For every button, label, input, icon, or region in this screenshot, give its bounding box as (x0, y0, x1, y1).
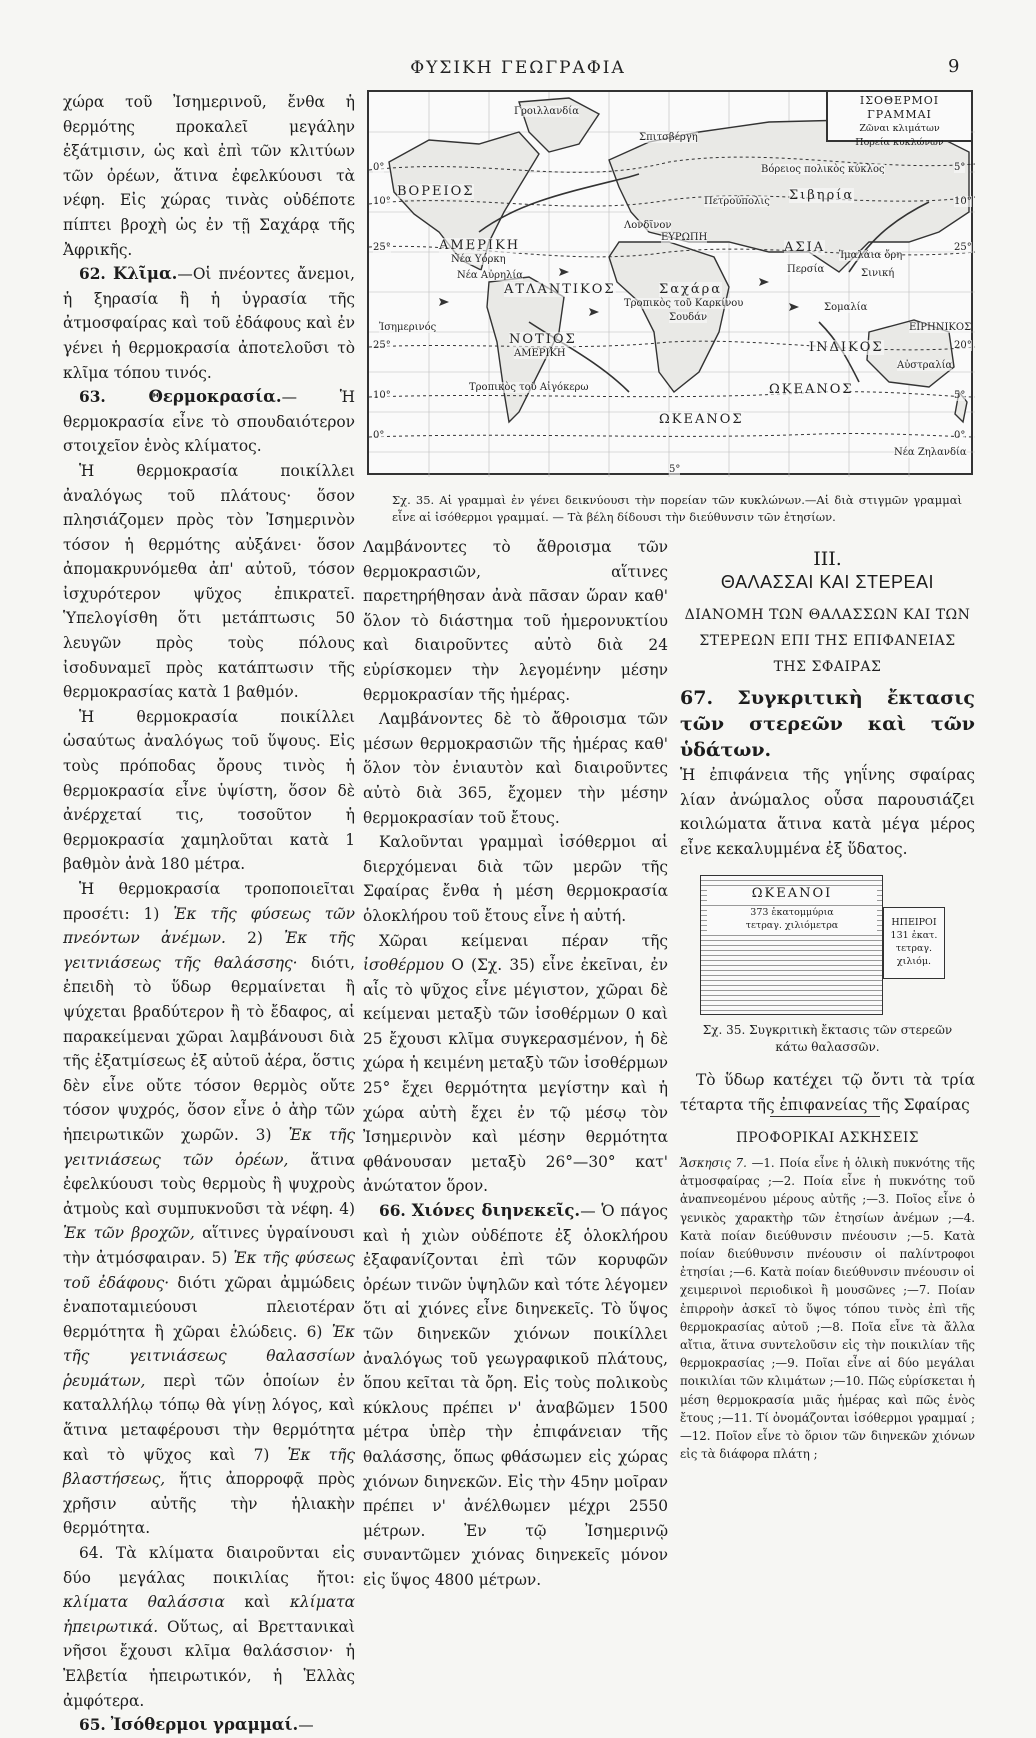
italic-run: Ἐκ τῆς γειτνιάσεως τῆς θαλάσσης· (63, 929, 355, 972)
section-heading (680, 685, 975, 763)
isotherm-label: 5° (669, 464, 681, 475)
section-text: — Ἡ θερμοκρασία εἶνε τὸ σπουδαιότερον στοιχεῖον ἑνὸς κλίματος. (63, 388, 355, 456)
continents-unit: τετραγ. χιλιόμ. (895, 943, 933, 967)
map-label: Ἰσημερινός (379, 322, 437, 333)
isotherm-label: 0° (954, 430, 966, 441)
map-label: Βόρειος πολικὸς κύκλος (761, 164, 885, 175)
map-label: Ἱμαλάια ὄρη (839, 250, 903, 261)
map-caption: Σχ. 35. Αἱ γραμμαὶ ἐν γένει δεικνύουσι τὴν πορείαν τῶν κυκλώνων.—Αἱ διὰ στιγμῶν γραμμαὶ εἶνε αἱ ἰσόθερμοι γραμμαί. — Τὰ βέλη δίδουσι τὴν διεύθυνσιν τῶν ἐτησίων. (392, 493, 962, 524)
map-label: ΝΟΤΙΟΣ (509, 332, 577, 347)
map-label: Περσία (787, 264, 825, 275)
italic-run: Ἐκ τῶν βροχῶν, (63, 1224, 195, 1243)
map-label: Τροπικὸς τοῦ Αἰγόκερω (469, 382, 589, 393)
section-65 (63, 1713, 355, 1738)
paragraph: Καλοῦνται γραμμαὶ ἰσόθερμοι αἱ διερχόμεναι διὰ τῶν μερῶν τῆς Σφαίρας ἔνθα ἡ μέση θερμοκρασία ὁλοκλήρου τοῦ ἔτους εἶνε ἡ αὐτή. (363, 833, 668, 925)
map-label: Σαχάρα (659, 282, 723, 297)
isotherm-label: 25° (373, 242, 391, 253)
chapter-title: ΘΑΛΑΣΣΑΙ ΚΑΙ ΣΤΕΡΕΑΙ (720, 572, 935, 592)
map-label: Νέα Ζηλανδία (894, 447, 967, 458)
subtitle-line: ΔΙΑΝΟΜΗ ΤΩΝ ΘΑΛΑΣΣΩΝ ΚΑΙ ΤΩΝ (684, 607, 971, 623)
text-run: καὶ (224, 1593, 290, 1612)
section-text: Ἡ ἐπιφάνεια τῆς γηΐνης σφαίρας λίαν ἀνώμαλος οὖσα παρουσιάζει κοιλώματα ἅτινα κατὰ μέγα μέρος εἶνε κεκαλυμμένα ἐξ ὕδατος. (680, 766, 975, 858)
isotherm-label: 5° (954, 390, 966, 401)
map-label: ΙΝΔΙΚΟΣ (809, 340, 884, 355)
text-run: Χῶραι κείμεναι πέραν τῆς (379, 931, 668, 950)
wind-arrow (759, 278, 769, 286)
section-heading: Ἰσόθερμοι γραμμαί. (110, 1715, 299, 1735)
text-run: — (298, 1716, 314, 1735)
text-run: περὶ τῶν ὁποίων ἐν καταλλήλῳ τόπῳ θὰ γίνῃ λόγος, καὶ ἅτινα μεταφέρουσι τὴν θερμότητα καὶ τὸ ψῦχος καὶ 7) (63, 1371, 355, 1464)
section-title: Συγκριτικὴ ἔκτασις τῶν στερεῶν καὶ τῶν ὑδάτων. (680, 687, 975, 761)
wind-arrow (789, 303, 799, 311)
section-heading: Θερμοκρασία. (148, 387, 282, 407)
map-label: ΕΥΡΩΠΗ (661, 232, 708, 243)
exercises-text (680, 1154, 975, 1463)
italic-run: ἰσοθέρμου (363, 956, 445, 975)
section-67 (680, 685, 975, 861)
map-label: Πετρούπολις (704, 196, 770, 207)
oceans-area: 373 ἑκατομμύρια (750, 907, 834, 918)
section-number: 67. (680, 687, 714, 709)
paragraph: χώρα τοῦ Ἰσημερινοῦ, ἔνθα ἡ θερμότης προκαλεῖ μεγάλην ἐξάτμισιν, ὡς καὶ ἐπὶ τῶν κλιτύων τῶν ὀρέων, ἅτινα ἐφελκύουσι τὰ νέφη. Εἰς χώρας τινὰς οὐδέποτε πίπτει βροχὴ ὡς ἐν τῇ Σαχάρᾳ τῆς Ἀφρικῆς. (63, 93, 355, 259)
paragraph: Λαμβάνοντες δὲ τὸ ἄθροισμα τῶν μέσων θερμοκρασιῶν τῆς ἡμέρας καθ' ὅλον τὸν ἐνιαυτὸν καὶ διαιροῦντες αὐτὸ διὰ 365, ἔχομεν τὴν μέσην θερμοκρασίαν τοῦ ἔτους. (363, 710, 668, 827)
page-number: 9 (948, 56, 960, 77)
section-heading: Χιόνες διηνεκεῖς. (411, 1201, 581, 1221)
text-run: 64. Τὰ κλίματα διαιροῦνται εἰς δύο μεγάλας ποικιλίας ἤτοι: (63, 1544, 355, 1587)
subtitle-line: ΣΤΕΡΕΩΝ ΕΠΙ ΤΗΣ ΕΠΙΦΑΝΕΙΑΣ (699, 633, 956, 649)
isotherm-0-south (369, 434, 975, 437)
section-number: 66. (379, 1202, 406, 1221)
legend-zones: Ζῶναι κλιμάτων (859, 123, 940, 134)
map-label: Νέα Αὐρηλία (457, 270, 524, 281)
text-run: ἅτινα ἐφελκύουσι τοὺς θερμοὺς ἢ ψυχροὺς ἀτμοὺς καὶ συμπυκνοῦσι τὰ νέφη. 4) (63, 1150, 355, 1218)
section-heading: Κλῖμα. (113, 264, 178, 284)
isotherm-label: 0° (373, 162, 385, 173)
continents-box (883, 907, 945, 979)
map-label: ΑΤΛΑΝΤΙΚΟΣ (504, 282, 616, 297)
section-63 (63, 385, 355, 459)
map-label: Σομαλία (824, 302, 868, 313)
map-label: Σινική (861, 268, 895, 279)
map-label: Γροιλλανδία (514, 106, 579, 117)
exercise-label: Ἄσκησις 7. (680, 1156, 747, 1170)
italic-run: Ἐκ τῆς φύσεως τοῦ ἐδάφους· (63, 1248, 356, 1292)
paragraph: Τὸ ὕδωρ κατέχει τῷ ὄντι τὰ τρία τέταρτα τῆς ἐπιφανείας τῆς Σφαίρας (680, 1071, 975, 1114)
wind-arrow (589, 308, 599, 316)
text-run: 2) (225, 929, 285, 948)
map-label: ΩΚΕΑΝΟΣ (659, 412, 744, 427)
section-number: 65. (79, 1716, 106, 1735)
map-label: ΑΜΕΡΙΚΗ (439, 238, 521, 253)
isotherm-label: 20° (954, 340, 972, 351)
text-run: Ο (Σχ. 35) εἶνε ἐκεῖναι, ἐν αἷς τὸ ψῦχος εἶνε μέγιστον, χῶραι δὲ κείμεναι μεταξὺ τῶν ἰσοθέρμων 0 καὶ 25 ἔχουσι κλῖμα συγκερασμένον, ἡ δὲ χώρα ἡ κειμένη μεταξὺ τῶν ἰσοθέρμων 25° ἔχει θερμότητα μεγίστην καὶ ἡ χώρα αὐτὴ ἔχει ἐν τῷ μέσῳ τὸν Ἰσημερινὸν καὶ μέσην θερμότητα φθάνουσαν μεταξὺ 26°—30° κατ' ἀνώτατον ὅρον. (363, 956, 668, 1196)
map-label: Λονδῖνον (624, 220, 672, 231)
text-run: διότι χῶραι ἀμμώδεις ἐναποταμιεύουσι πλειοτέραν θερμότητα ἢ χῶραι ἑλώδεις. 6) (63, 1273, 355, 1341)
oceans-sublabel (707, 906, 877, 932)
italic-run: Ἐκ τῆς βλαστήσεως, (63, 1445, 355, 1489)
oceans-unit: τετραγ. χιλιόμετρα (745, 920, 839, 931)
isotherm-label: 0° (373, 430, 385, 441)
text-run: Οὕτως, αἱ Βρεττανικαὶ νῆσοι ἔχουσι κλῖμα θαλάσσιον· ἡ Ἐλβετία ἠπειρωτικόν, ἡ Ἑλλὰς ἀμφότερα. (63, 1617, 355, 1710)
paragraph (363, 929, 668, 1200)
section-number: 63. (79, 388, 106, 407)
italic-run: κλίματα ἠπειρωτικά. (63, 1593, 355, 1636)
middle-column (363, 535, 668, 1593)
exercises-title: ΠΡΟΦΟΡΙΚΑΙ ΑΣΚΗΣΕΙΣ (736, 1130, 919, 1146)
isotherm-map (367, 90, 973, 475)
text-run: ἥτις ἀπορροφᾷ πρὸς χρῆσιν αὐτῆς τὴν ἡλιακὴν θερμότητα. (63, 1470, 355, 1538)
wind-arrow (559, 268, 569, 276)
italic-run: Ἐκ τῆς γειτνιάσεως θαλασσίων ῥευμάτων, (63, 1322, 355, 1390)
section-66 (363, 1199, 668, 1593)
text-run: Ἡ θερμοκρασία τροποποιεῖται προσέτι: 1) (63, 880, 355, 923)
continents-label: ΗΠΕΙΡΟΙ (891, 917, 937, 928)
text-run: διότι, ἐπειδὴ τὸ ὕδωρ θερμαίνεται ἢ ψύχεται βραδύτερον ἢ τὸ ἔδαφος, αἱ παρακείμεναι χῶραι λαμβάνουσι διὰ τῆς ἐξατμίσεως ἐξ αὐτοῦ ἀέρα, ὅστις δὲν εἶνε οὔτε τόσον θερμὸς οὔτε τόσον ψυχρός, ὅσον εἶνε ὁ ἀὴρ τῶν ἠπειρωτικῶν χωρῶν. 3) (63, 953, 355, 1144)
left-column (63, 90, 355, 1738)
subtitle-line: ΤΗΣ ΣΦΑΙΡΑΣ (773, 659, 882, 675)
map-label: ΒΟΡΕΙΟΣ (397, 184, 475, 199)
map-legend (826, 92, 971, 148)
isotherm-label: 5° (954, 162, 966, 173)
isotherm-label: 25° (954, 242, 972, 253)
divider (770, 1116, 880, 1117)
section-text: — Ὁ πάγος καὶ ἡ χιὼν οὐδέποτε ἐξ ὁλοκλήρου ἐξαφανίζονται ἐπὶ τῶν κορυφῶν ὀρέων τινῶν ὑψηλῶν καὶ τότε λέγομεν ὅτι αἱ χιόνες εἶνε διηνεκεῖς. Τὸ ὕψος τῶν διηνεκῶν χιόνων ποικίλλει ἀναλόγως τοῦ γεωγραφικοῦ πλάτους, ὅπου κεῖται τὰ ὄρη. Εἰς τοὺς πολικοὺς κύκλους πρέπει ν' ἀναβῶμεν 1500 μέτρα ὑπὲρ τὴν ἐπιφάνειαν τῆς θαλάσσης, ὅπως φθάσωμεν εἰς χώρας χιόνων διηνεκῶν. Εἰς τὴν 45ην μοῖραν πρέπει ν' ἀνέλθωμεν μέχρι 2550 μέτρων. Ἐν τῷ Ἰσημερινῷ συναντῶμεν χιόνας διηνεκεῖς μόνον εἰς ὕψος 4800 μέτρων. (363, 1202, 668, 1589)
chapter-number: III. (813, 548, 842, 570)
paragraph (63, 1541, 355, 1713)
map-label: Νέα Υόρκη (451, 254, 506, 265)
map-label: Σπιτσβέργη (639, 132, 698, 143)
text-run: αἵτινες ὑγραίνουσι τὴν ἀτμόσφαιραν. 5) (63, 1224, 355, 1267)
map-label: Σιβηρία (789, 188, 855, 203)
section-62 (63, 262, 355, 385)
section-number: 62. (79, 265, 106, 284)
paragraph: Ἡ θερμοκρασία ποικίλλει ὡσαύτως ἀναλόγως τοῦ ὕψους. Εἰς τοὺς πρόποδας ὄρους τινὸς ἡ θερμοκρασία εἶνε ὑψίστη, ὅσον δὲ ἀνέρχεταί τις, τοσοῦτον ἡ θερμοκρασία χαμηλοῦται κατὰ 1 βαθμὸν ἀνὰ 180 μέτρα. (63, 707, 355, 874)
area-comparison-figure (700, 875, 945, 1015)
wind-arrow (439, 298, 449, 306)
italic-run: Ἐκ τῆς φύσεως τῶν πνεόντων ἀνέμων. (63, 904, 355, 948)
exercise-questions: —1. Ποία εἶνε ἡ ὁλικὴ πυκνότης τῆς ἀτμοσφαίρας ;—2. Ποία εἶνε ἡ πυκνότης τοῦ ἀναπνεομένου μέρους αὐτῆς ;—3. Ποῖος εἶνε ὁ γενικὸς χαρακτὴρ τῶν ἐτησίων ἀνέμων ;—4. Κατὰ ποίαν διεύθυνσιν πνέουσιν ;—5. Κατὰ ποίαν διεύθυνσιν πνέουσιν οἱ παλίντροφοι ἐτησίαι ;—6. Κατὰ ποίαν διεύθυνσιν πνέουσιν οἱ χειμερινοὶ περιοδικοὶ ἢ μουσῶνες ;—7. Ποίαν ἐπιρροὴν ἀσκεῖ τὸ ὕψος τόπου τινὸς ἐπὶ τῆς θερμοκρασίας αὐτοῦ ;—8. Ποῖα εἶνε τὰ ἄλλα αἴτια, ἅτινα συντελοῦσιν εἰς τὴν ποικιλίαν τῆς θερμοκρασίας ;—9. Ποῖαι εἶνε αἱ δύο μεγάλαι ποικιλίαι τῶν κλιμάτων ;—10. Πῶς εὑρίσκεται ἡ μέση θερμοκρασία μιᾶς ἡμέρας καὶ πῶς ἑνὸς ἔτους ;—11. Τί ὀνομάζονται ἰσόθερμοι γραμμαί ;—12. Ποῖον εἶνε τὸ ὅριον τῶν διηνεκῶν χιόνων εἰς τὰ διάφορα πλάτη ; (680, 1156, 975, 1462)
legend-title: ΙΣΟΘΕΡΜΟΙ ΓΡΑΜΜΑΙ (859, 94, 940, 121)
running-head: ΦΥΣΙΚΗ ΓΕΩΓΡΑΦΙΑ (410, 58, 626, 78)
map-label: ΕΙΡΗΝΙΚΟΣ (909, 322, 972, 333)
area-figure-caption: Σχ. 35. Συγκριτικὴ ἔκτασις τῶν στερεῶν κάτω θαλασσῶν. (702, 1023, 953, 1054)
paragraph: Λαμβάνοντες τὸ ἄθροισμα τῶν θερμοκρασιῶν, αἵτινες παρετηρήθησαν ἀνὰ πᾶσαν ὥραν καθ' ὅλον τὸ διάστημα τοῦ ἡμερονυκτίου καὶ διαιροῦντες αὐτὸ διὰ 24 εὑρίσκομεν τὴν λεγομένην μέσην θερμοκρασίαν τῆς ἡμέρας. (363, 538, 668, 704)
paragraph (63, 877, 355, 1541)
isotherm-label: 10° (954, 196, 972, 207)
isotherm-label: 10° (373, 196, 391, 207)
oceans-box (700, 875, 883, 1015)
continents-area: 131 ἑκατ. (890, 930, 938, 941)
map-label: Σουδάν (669, 312, 708, 323)
map-label: ΩΚΕΑΝΟΣ (769, 382, 854, 397)
italic-run: Ἐκ τῆς γειτνιάσεως τῶν ὀρέων, (63, 1125, 355, 1169)
legend-cyclones: Πορεία κυκλώνων (855, 137, 944, 148)
italic-run: κλίματα θαλάσσια (63, 1593, 225, 1612)
map-label: ΑΜΕΡΙΚΗ (514, 348, 566, 359)
oceans-label: ΩΚΕΑΝΟΙ (707, 886, 877, 901)
map-label: ΑΣΙΑ (784, 240, 826, 255)
isotherm-label: 25° (373, 340, 391, 351)
isotherm-label: 10° (373, 390, 391, 401)
paragraph: Ἡ θερμοκρασία ποικίλλει ἀναλόγως τοῦ πλάτους· ὅσον πλησιάζομεν πρὸς τὸν Ἰσημερινὸν τόσον ἡ θερμότης αὐξάνει· ὅσον ἀπομακρυνόμεθα ἀπ' αὐτοῦ, τόσον ἰσχυρότερον ψῦχος ἐπικρατεῖ. Ὑπελογίσθη ὅτι μετάπτωσις 50 λευγῶν πρὸς τοὺς πόλους ἰσοδυναμεῖ πρὸς κατάπτωσιν τῆς θερμοκρασίας κατὰ 1 βαθμόν. (63, 461, 355, 702)
map-label: Τροπικὸς τοῦ Καρκίνου (624, 298, 744, 309)
chapter-subtitle (680, 602, 975, 680)
section-text: —Οἱ πνέοντες ἄνεμοι, ἡ ξηρασία ἢ ἡ ὑγρασία τῆς ἀτμοσφαίρας καὶ τοῦ ἐδάφους καὶ ἐν γένει ἡ θερμοκρασία ἀποτελοῦσι τὸ κλῖμα τόπου τινός. (63, 265, 355, 382)
isotherm-10-south (369, 392, 975, 397)
map-label: Αὐστραλία (897, 360, 953, 371)
